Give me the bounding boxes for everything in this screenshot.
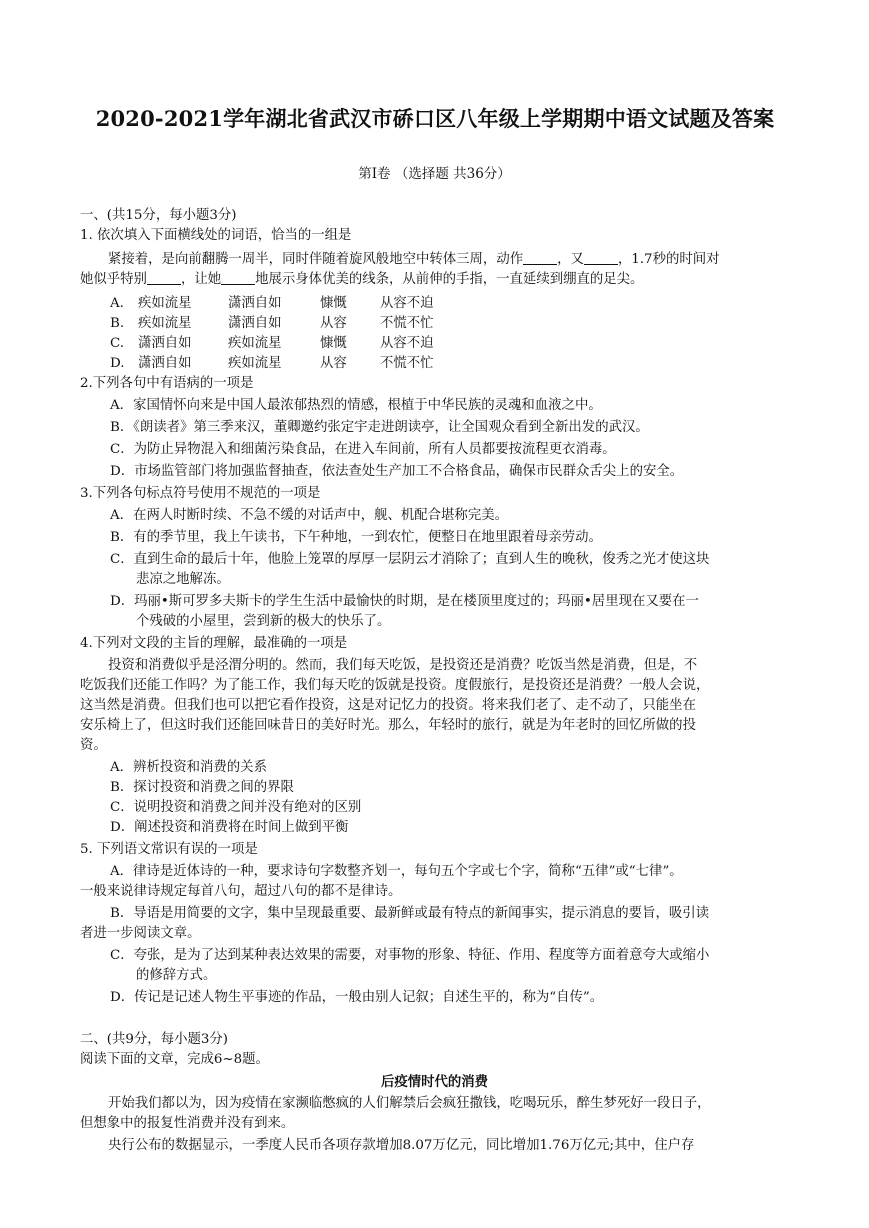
q1-passage-c: ，1.7秒的时间对 xyxy=(617,252,720,267)
q2-option-c: C．为防止异物混入和细菌污染食品，在进入车间前，所有人员都要按流程更衣消毒。 xyxy=(110,442,616,457)
section2-instruction: 阅读下面的文章，完成6~8题。 xyxy=(80,1052,269,1067)
q1-option-c-letter: C. xyxy=(110,336,125,351)
q5-option-d: D．传记是记述人物生平事迹的作品，一般由别人记叙；自述生平的，称为“自传”。 xyxy=(110,990,604,1005)
q4-passage-line4: 安乐椅上了，但这时我们还能回味昔日的美好时光。那么，年轻时的旅行，就是为年老时的回忆所做的投 xyxy=(80,718,696,733)
q1-option-a-w1: 疾如流星 xyxy=(138,296,192,311)
q1-passage-line1 xyxy=(108,250,720,270)
q3-option-d-line1: D．玛丽•斯可罗多夫斯卡的学生生活中最愉快的时期，是在楼顶里度过的；玛丽•居里现在又要在一 xyxy=(110,594,699,609)
q1-option-b-w3: 从容 xyxy=(320,316,347,331)
q1-option-d-w1: 潇洒自如 xyxy=(138,356,192,371)
q4-passage-line3: 这当然是消费。但我们也可以把它看作投资，这是对记忆力的投资。将来我们老了、走不动了，只能坐在 xyxy=(80,698,696,713)
q5-stem: 5. 下列语文常识有误的一项是 xyxy=(80,842,258,857)
q1-option-c-w1: 潇洒自如 xyxy=(138,336,192,351)
q3-option-d-line2: 个残破的小屋里，尝到新的极大的快乐了。 xyxy=(136,614,391,629)
q3-option-c-line2: 悲凉之地解冻。 xyxy=(136,572,230,587)
q4-passage-line5: 资。 xyxy=(80,738,107,753)
q1-blank-2 xyxy=(584,250,618,265)
q3-option-c-line1: C．直到生命的最后十年，他脸上笼罩的厚厚一层阴云才消除了；直到人生的晚秋，俊秀之光才使这块 xyxy=(110,552,710,567)
q5-option-c-line2: 的修辞方式。 xyxy=(136,968,217,983)
q4-stem: 4.下列对文段的主旨的理解，最准确的一项是 xyxy=(80,636,348,651)
q1-option-b xyxy=(110,314,434,334)
section2-header: 二、(共9分，每小题3分) xyxy=(80,1032,229,1047)
q1-option-d xyxy=(110,354,434,374)
q1-blank-3 xyxy=(147,270,181,285)
q1-option-a xyxy=(110,294,434,314)
q1-option-d-w3: 从容 xyxy=(320,356,347,371)
article-p2-line1: 央行公布的数据显示，一季度人民币各项存款增加8.07万亿元，同比增加1.76万亿元;其中，住户存 xyxy=(108,1138,695,1153)
q1-stem: 1. 依次填入下面横线处的词语，恰当的一组是 xyxy=(80,228,352,243)
article-p1-line2: 但想象中的报复性消费并没有到来。 xyxy=(80,1116,295,1131)
q1-option-b-letter: B. xyxy=(110,316,125,331)
section1-header: 一、(共15分，每小题3分) xyxy=(80,208,237,223)
page-subtitle: 第Ⅰ卷 （选择题 共36分） xyxy=(358,166,511,182)
q1-passage-a: 紧接着，是向前翻腾一周半，同时伴随着旋风般地空中转体三周，动作 xyxy=(108,252,524,267)
q1-option-c-w4: 从容不迫 xyxy=(380,336,434,351)
q1-passage-f: 地展示身体优美的线条，从前伸的手指，一直延续到绷直的足尖。 xyxy=(255,272,644,287)
q4-option-d: D．阐述投资和消费将在时间上做到平衡 xyxy=(110,820,349,835)
q1-blank-1 xyxy=(523,250,557,265)
q1-blank-4 xyxy=(221,270,255,285)
q4-option-b: B．探讨投资和消费之间的界限 xyxy=(110,780,294,795)
q1-option-a-w3: 慷慨 xyxy=(320,296,347,311)
q4-option-c: C．说明投资和消费之间并没有绝对的区别 xyxy=(110,800,362,815)
q1-passage-e: ，让她 xyxy=(180,272,222,287)
q4-option-a: A．辨析投资和消费的关系 xyxy=(110,760,267,775)
q1-passage-b: ，又 xyxy=(557,252,584,267)
q2-option-b: B．《朗读者》第三季来汉，董卿邀约张定宇走进朗读亭，让全国观众看到全新出发的武汉。 xyxy=(110,420,649,435)
q4-passage-line2: 吃饭我们还能工作吗？为了能工作，我们每天吃的饭就是投资。度假旅行，是投资还是消费？一般人会说， xyxy=(80,678,710,693)
q4-passage-line1: 投资和消费似乎是泾渭分明的。然而，我们每天吃饭，是投资还是消费？吃饭当然是消费，但是，不 xyxy=(108,658,698,673)
q1-option-a-w2: 潇洒自如 xyxy=(228,296,282,311)
q2-stem: 2.下列各句中有语病的一项是 xyxy=(80,376,254,391)
q1-option-b-w4: 不慌不忙 xyxy=(380,316,434,331)
q1-option-b-w1: 疾如流星 xyxy=(138,316,192,331)
q3-option-b: B．有的季节里，我上午读书，下午种地，一到农忙，便整日在地里跟着母亲劳动。 xyxy=(110,530,602,545)
q5-option-b-line2: 者进一步阅读文章。 xyxy=(80,926,201,941)
q1-option-d-w2: 疾如流星 xyxy=(228,356,282,371)
q5-option-a-line2: 一般来说律诗规定每首八句，超过八句的都不是律诗。 xyxy=(80,884,402,899)
q1-option-d-w4: 不慌不忙 xyxy=(380,356,434,371)
q2-option-a: A．家国情怀向来是中国人最浓郁热烈的情感，根植于中华民族的灵魂和血液之中。 xyxy=(110,398,602,413)
q1-option-d-letter: D. xyxy=(110,356,125,371)
q5-option-a-line1: A．律诗是近体诗的一种，要求诗句字数整齐划一，每句五个字或七个字，简称“五律”或“七律”。 xyxy=(110,864,683,879)
q5-option-c-line1: C．夸张，是为了达到某种表达效果的需要，对事物的形象、特征、作用、程度等方面着意夸大或缩小 xyxy=(110,948,710,963)
q1-option-c-w2: 疾如流星 xyxy=(228,336,282,351)
q1-option-c xyxy=(110,334,434,354)
q1-passage-d: 她似乎特别 xyxy=(80,272,147,287)
q1-option-c-w3: 慷慨 xyxy=(320,336,347,351)
q3-stem: 3.下列各句标点符号使用不规范的一项是 xyxy=(80,486,321,501)
q1-option-b-w2: 潇洒自如 xyxy=(228,316,282,331)
q1-passage-line2 xyxy=(80,270,643,290)
article-title: 后疫情时代的消费 xyxy=(380,1074,489,1090)
q5-option-b-line1: B．导语是用简要的文字，集中呈现最重要、最新鲜或最有特点的新闻事实，提示消息的要旨，吸引读 xyxy=(110,906,710,921)
q1-option-a-letter: A. xyxy=(110,296,124,311)
q1-option-a-w4: 从容不迫 xyxy=(380,296,434,311)
q3-option-a: A．在两人时断时续、不急不缓的对话声中，舰、机配合堪称完美。 xyxy=(110,508,508,523)
page-title: 2020-2021学年湖北省武汉市硚口区八年级上学期期中语文试题及答案 xyxy=(95,106,775,131)
q2-option-d: D．市场监管部门将加强监督抽查，依法查处生产加工不合格食品，确保市民群众舌尖上的安全。 xyxy=(110,464,684,479)
article-p1-line1: 开始我们都以为，因为疫情在家濒临憋疯的人们解禁后会疯狂撒钱，吃喝玩乐，醉生梦死好一段日子， xyxy=(108,1096,711,1111)
